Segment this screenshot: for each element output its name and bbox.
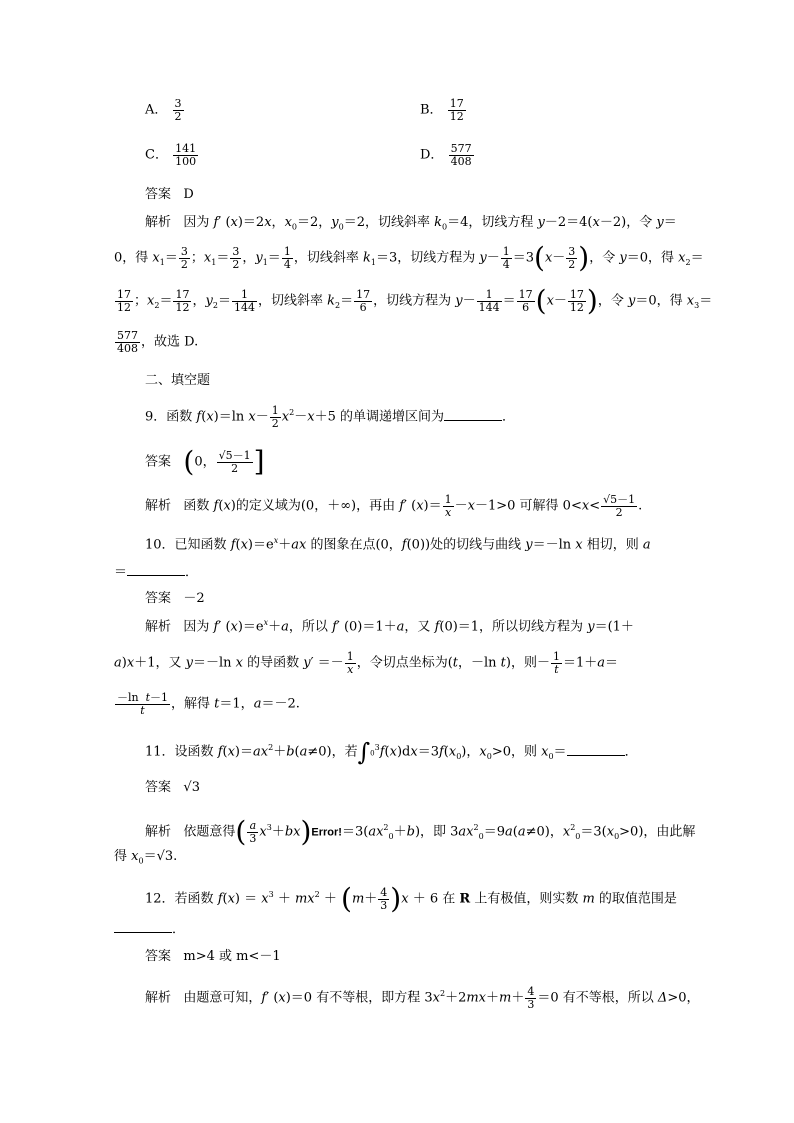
q11-analysis-line1: 解析 依题意得( $\frac{a}{3}$ $x^3+bx)Error!=3(ax^2_0+b)$，即 $3ax^2_0=9a(a\ne 0)$，$x^2_0=3(x_0>0)$，由此解 [145, 815, 696, 848]
q10-analysis-line1: 解析 因为 f′ $(x)=e^x+a$，所以 f′ (0)＝1＋a，又 f(0)＝1，所以切线方程为 y＝(1＋ [145, 618, 634, 635]
q10-analysis-line3: $\frac{\text{－ln t－1}}{t}$ ，解得 t＝1，a＝－2. [117, 691, 300, 717]
q12-analysis: 解析 由题意可知，f′ (x)＝0 有不等根，即方程 $3x^2+2mx+m+$ $\frac{4}{3}$ ＝0 有不等根，所以 Δ>0， [145, 985, 700, 1011]
q11-answer: 答案 √3 [145, 780, 200, 795]
option-b-label: B． [420, 102, 443, 118]
q9-answer: 答案 (0， $\frac{√5-1}{2}$ ] [145, 445, 265, 478]
q11-analysis-line2: 得 $x_0=√3$. [114, 849, 178, 866]
q12-question-line1: 12．若函数 $f(x) = x^3 + mx^2 + (m+$ $\frac{4}{3}$ )x ＋ 6 在 R 上有极值，则实数 m 的取值范围是 [145, 882, 677, 915]
option-d: D． $\frac{577}{408}$ [420, 142, 472, 168]
option-c: C． $\frac{141}{100}$ [145, 142, 197, 168]
q8-answer: 答案 D [145, 187, 194, 202]
q9-question: 9．函数 f(x)＝ln x－ $\frac{1}{2}$ $x^2-x+5$ 的单调递增区间为 ． [145, 404, 515, 430]
option-a: A． $\frac{3}{2}$ [145, 97, 182, 123]
option-c-label: C． [145, 147, 168, 163]
option-a-label: A． [145, 102, 168, 118]
q10-answer: 答案 －2 [145, 591, 205, 606]
section-title: 二、填空题 [145, 373, 211, 388]
q12-answer: 答案 m>4 或 m<－1 [145, 949, 281, 964]
q10-analysis-line2: a)x＋1，又 y＝－ln x 的导函数 y′ ＝－ $\frac{1}{x}$ ，令切点坐标为(t，－ln t)，则－ $\frac{1}{t}$ ＝1＋a＝ [114, 650, 619, 676]
q8-analysis-line1: 解析 因为 f′ (x)＝2x，$x_0=2$，$y_0=2$，切线斜率 $k_0=4$，切线方程 y－2＝4(x－2)，令 y＝ [145, 215, 677, 232]
q8-analysis-line3: $\frac{17}{12}$ ；$x_2=$ $\frac{17}{12}$ ，$y_2=$ $\frac{1}{144}$ ，切线斜率 $k_2=$ $\frac{17}{6}$ ，切线方程为 y－ $\frac{1}{144}$ ＝ $\frac{17}{6}$ (x－ $\frac{17}{12}$ )，令 y＝0，得 $x_3=$ [117, 284, 713, 317]
q11-question: 11．设函数 $f(x)=ax^2+b(a\ne 0)$，若$\int 0^3f(x)dx=3f(x_0)$，$x_0>0$，则 $x_0=$ ． [145, 738, 638, 766]
q9-analysis: 解析 函数 f(x)的定义域为(0，＋∞)，再由 f′ (x)＝ $\frac{1}{x}$ －x－1>0 可解得 0<x< $\frac{√5-1}{2}$ . [145, 493, 643, 519]
q8-analysis-line4: $\frac{577}{408}$ ，故选 D. [117, 329, 199, 355]
q12-question-line2: ． [114, 922, 684, 936]
option-b: B． $\frac{17}{12}$ [420, 97, 464, 123]
q8-analysis-line2: 0，得 $x_1=$ $\frac{3}{2}$ ；$x_1=$ $\frac{3}{2}$ ，$y_1=$ $\frac{1}{4}$ ，切线斜率 $k_1=3$，切线方程为 y－ $\frac{1}{4}$ ＝3(x－ $\frac{3}{2}$ )，令 y＝0，得 $x_2=$ [114, 241, 704, 274]
q10-question-line1: 10．已知函数 $f(x)=e^x+ax$ 的图象在点(0，f(0))处的切线与曲线 y＝－ln x 相切，则 a [145, 536, 651, 553]
q10-question-line2: ＝ ． [114, 565, 199, 580]
option-d-label: D． [420, 147, 444, 163]
